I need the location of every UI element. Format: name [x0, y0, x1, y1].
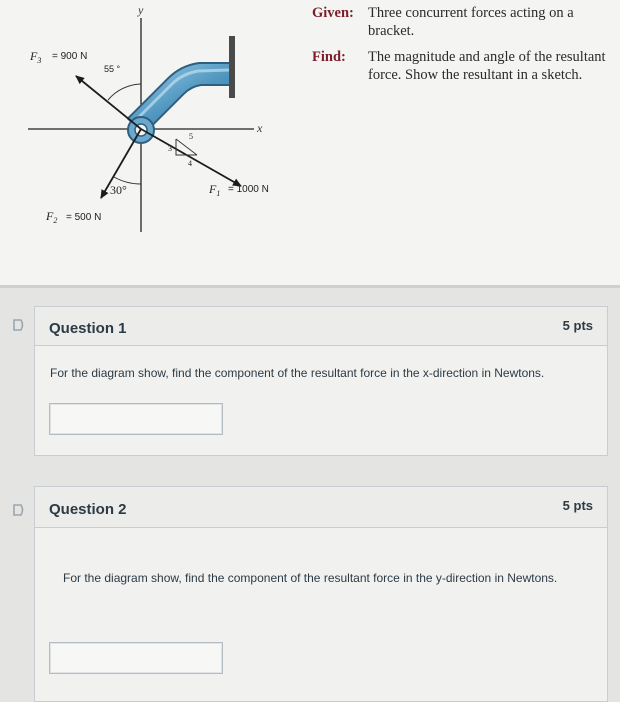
f1-value: = 1000 N	[228, 184, 269, 195]
problem-statement	[312, 4, 612, 92]
flag-question-icon[interactable]	[12, 503, 26, 517]
question-points-1: 5 pts	[562, 318, 593, 333]
f2-symbol: $F_2$	[46, 209, 58, 225]
question-title-2: Question 2	[49, 501, 127, 518]
given-label: Given:	[312, 5, 354, 21]
page-divider	[0, 285, 620, 288]
f3-symbol: $F_3$	[30, 49, 42, 65]
force-diagram	[0, 0, 310, 285]
flag-question-icon[interactable]	[12, 318, 26, 332]
f3-arrow	[76, 76, 141, 129]
question-header-1	[35, 307, 607, 346]
given-text: Three concurrent forces acting on a bracket.	[368, 5, 574, 39]
slope-4-label: 4	[188, 159, 192, 168]
given-row	[312, 4, 612, 40]
question-title-1: Question 1	[49, 320, 127, 337]
wall-plate	[229, 36, 235, 98]
answer-input-1[interactable]	[49, 403, 223, 435]
find-text: The magnitude and angle of the resultant force. Show the resultant in a sketch.	[368, 49, 606, 83]
angle-55-label: 55 °	[104, 64, 121, 74]
find-label: Find:	[312, 49, 346, 65]
slope-hyp	[176, 139, 197, 155]
x-axis-label: x	[257, 121, 263, 135]
angle-55-arc	[108, 84, 141, 100]
question-points-2: 5 pts	[562, 498, 593, 513]
question-header-2	[35, 487, 607, 528]
angle-30-label: 30°	[110, 183, 127, 197]
slope-5-label: 5	[189, 132, 193, 141]
find-row	[312, 48, 612, 84]
f3-value: = 900 N	[52, 51, 88, 62]
question-prompt-2: For the diagram show, find the component of the resultant force in the y-direction in Newtons.	[63, 571, 558, 585]
f2-value: = 500 N	[66, 212, 102, 223]
question-prompt-1: For the diagram show, find the component of the resultant force in the x-direction in Newtons.	[50, 366, 545, 380]
answer-input-2[interactable]	[49, 642, 223, 674]
f1-symbol: $F_1$	[209, 182, 221, 198]
slope-3-label: 3	[168, 144, 172, 153]
problem-figure	[0, 0, 620, 285]
question-card-2	[34, 486, 608, 702]
question-card-1	[34, 306, 608, 456]
y-axis-label: y	[138, 3, 144, 17]
